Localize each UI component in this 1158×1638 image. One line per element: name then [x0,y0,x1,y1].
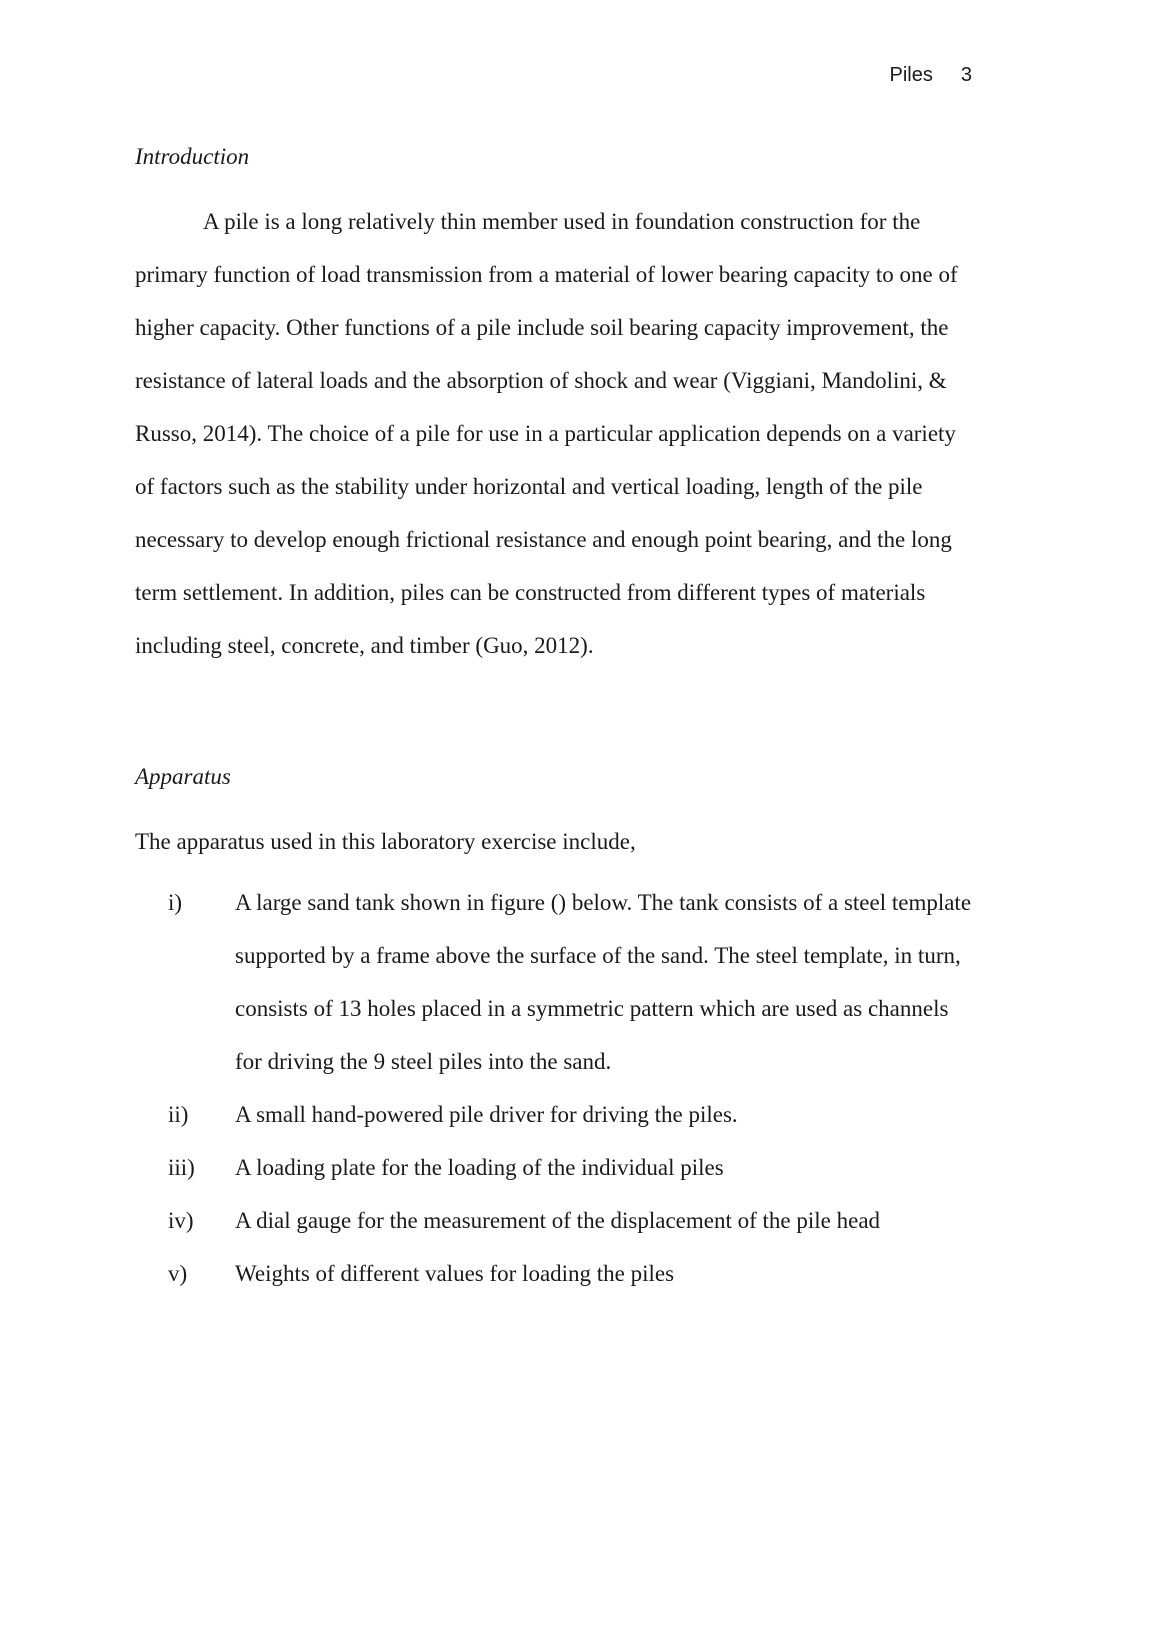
list-item-marker: iv) [168,1208,194,1233]
list-item-text: A dial gauge for the measurement of the displacement of the pile head [235,1208,881,1233]
list-item-marker: i) [168,890,183,915]
list-item-marker: iii) [168,1155,195,1180]
list-item [135,1194,972,1247]
section-heading-apparatus: Apparatus [135,764,231,789]
introduction-paragraph: A pile is a long relatively thin member used in foundation construction for the primary function of load transmission from a material of lower bearing capacity to one of higher capacity. Other functions of a pile include soil bearing capacity improvement, the resistance of lateral loads and the absorption of shock and wear (Viggiani, Mandolini, & Russo, 2014). The choice of a pile for use in a particular application depends on a variety of factors such as the stability under horizontal and vertical loading, length of the pile necessary to develop enough frictional resistance and enough point bearing, and the long term settlement. In addition, piles can be constructed from different types of materials including steel, concrete, and timber (Guo, 2012). [135,209,958,658]
list-item [135,1141,972,1194]
list-item [135,876,972,1088]
list-item-marker: v) [168,1261,188,1286]
list-item [135,1247,972,1300]
running-head: Piles [889,64,933,86]
page-header [135,60,972,90]
list-item-marker: ii) [168,1102,189,1127]
apparatus-intro: The apparatus used in this laboratory exercise include, [135,829,636,854]
list-item-text: Weights of different values for loading the piles [235,1261,675,1286]
page-number: 3 [960,64,972,86]
list-item [135,1088,972,1141]
list-item-text: A small hand-powered pile driver for driving the piles. [235,1102,738,1127]
section-heading-introduction: Introduction [135,144,250,169]
list-item-text: A large sand tank shown in figure () below. The tank consists of a steel template supported by a frame above the surface of the sand. The steel template, in turn, consists of 13 holes placed in a symmetric pattern which are used as channels for driving the 9 steel piles into the sand. [235,890,972,1074]
list-item-text: A loading plate for the loading of the individual piles [235,1155,724,1180]
apparatus-list [135,876,972,1300]
